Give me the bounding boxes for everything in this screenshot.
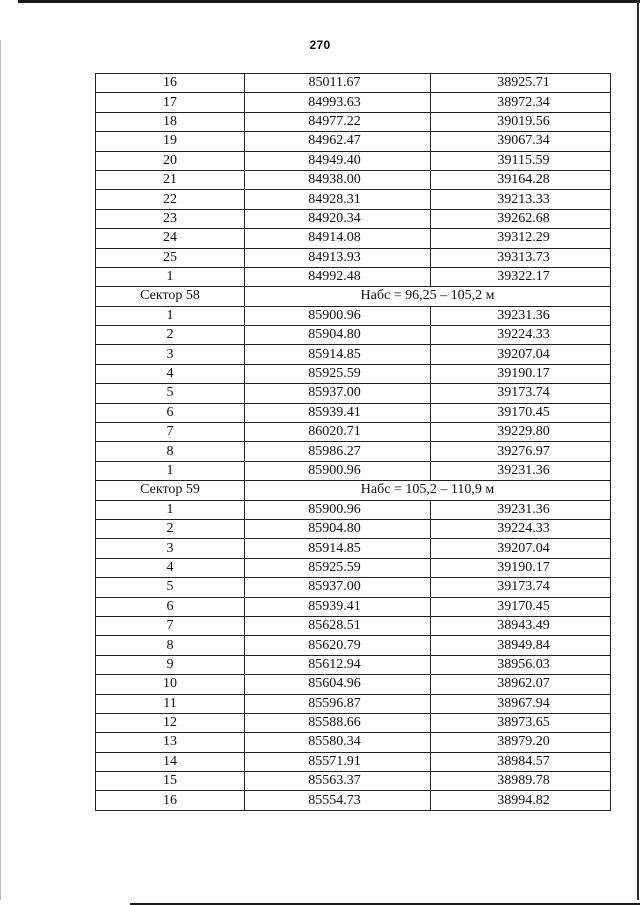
x-coordinate-cell: 85914.85 [245, 345, 431, 364]
point-number-cell: 24 [96, 229, 245, 248]
y-coordinate-cell: 39312.29 [431, 229, 611, 248]
point-number-cell: 16 [96, 74, 245, 93]
y-coordinate-cell: 39173.74 [431, 384, 611, 403]
x-coordinate-cell: 85011.67 [245, 74, 431, 93]
y-coordinate-cell: 38943.49 [431, 616, 611, 635]
table-row [96, 326, 611, 345]
point-number-cell: 19 [96, 132, 245, 151]
y-coordinate-cell: 38967.94 [431, 694, 611, 713]
x-coordinate-cell: 84962.47 [245, 132, 431, 151]
x-coordinate-cell: 85596.87 [245, 694, 431, 713]
y-coordinate-cell: 39190.17 [431, 558, 611, 577]
table-row [96, 655, 611, 674]
point-number-cell: 23 [96, 209, 245, 228]
scan-border-left [0, 40, 1, 900]
y-coordinate-cell: 39207.04 [431, 345, 611, 364]
y-coordinate-cell: 39173.74 [431, 578, 611, 597]
x-coordinate-cell: 85580.34 [245, 733, 431, 752]
table-row [96, 578, 611, 597]
x-coordinate-cell: 85937.00 [245, 384, 431, 403]
x-coordinate-cell: 84938.00 [245, 170, 431, 189]
table-row [96, 791, 611, 810]
y-coordinate-cell: 39231.36 [431, 461, 611, 480]
table-row [96, 752, 611, 771]
y-coordinate-cell: 39276.97 [431, 442, 611, 461]
x-coordinate-cell: 85914.85 [245, 539, 431, 558]
point-number-cell: 21 [96, 170, 245, 189]
point-number-cell: 8 [96, 636, 245, 655]
point-number-cell: 9 [96, 655, 245, 674]
point-number-cell: 17 [96, 93, 245, 112]
table-row [96, 306, 611, 325]
point-number-cell: 11 [96, 694, 245, 713]
table-row [96, 539, 611, 558]
point-number-cell: 14 [96, 752, 245, 771]
table-row [96, 597, 611, 616]
point-number-cell: 7 [96, 423, 245, 442]
y-coordinate-cell: 39322.17 [431, 267, 611, 286]
table-row [96, 500, 611, 519]
page-number: 270 [309, 38, 331, 52]
table-row [96, 190, 611, 209]
table-row [96, 229, 611, 248]
y-coordinate-cell: 39231.36 [431, 500, 611, 519]
table-row [96, 694, 611, 713]
y-coordinate-cell: 39019.56 [431, 112, 611, 131]
sector-header-row [96, 287, 611, 306]
sector-height-range: Набс = 105,2 – 110,9 м [245, 481, 611, 500]
table-row [96, 403, 611, 422]
sector-height-range: Набс = 96,25 – 105,2 м [245, 287, 611, 306]
point-number-cell: 1 [96, 500, 245, 519]
x-coordinate-cell: 85986.27 [245, 442, 431, 461]
table-row [96, 636, 611, 655]
y-coordinate-cell: 39313.73 [431, 248, 611, 267]
x-coordinate-cell: 85900.96 [245, 500, 431, 519]
table-row [96, 112, 611, 131]
x-coordinate-cell: 85604.96 [245, 675, 431, 694]
x-coordinate-cell: 85925.59 [245, 364, 431, 383]
scan-border-right [637, 0, 639, 900]
table-row [96, 772, 611, 791]
x-coordinate-cell: 85939.41 [245, 597, 431, 616]
point-number-cell: 8 [96, 442, 245, 461]
point-number-cell: 2 [96, 326, 245, 345]
y-coordinate-cell: 39115.59 [431, 151, 611, 170]
point-number-cell: 1 [96, 306, 245, 325]
y-coordinate-cell: 38962.07 [431, 675, 611, 694]
y-coordinate-cell: 38956.03 [431, 655, 611, 674]
scan-border-top [18, 0, 640, 3]
coordinates-table-body [96, 74, 611, 811]
table-row [96, 519, 611, 538]
x-coordinate-cell: 85628.51 [245, 616, 431, 635]
y-coordinate-cell: 39229.80 [431, 423, 611, 442]
point-number-cell: 13 [96, 733, 245, 752]
y-coordinate-cell: 38925.71 [431, 74, 611, 93]
x-coordinate-cell: 85900.96 [245, 306, 431, 325]
table-row [96, 170, 611, 189]
table-row [96, 345, 611, 364]
table-row [96, 713, 611, 732]
point-number-cell: 15 [96, 772, 245, 791]
table-row [96, 364, 611, 383]
y-coordinate-cell: 39170.45 [431, 597, 611, 616]
point-number-cell: 6 [96, 403, 245, 422]
table-row [96, 442, 611, 461]
point-number-cell: 1 [96, 461, 245, 480]
point-number-cell: 16 [96, 791, 245, 810]
y-coordinate-cell: 39224.33 [431, 326, 611, 345]
point-number-cell: 5 [96, 384, 245, 403]
y-coordinate-cell: 39231.36 [431, 306, 611, 325]
point-number-cell: 6 [96, 597, 245, 616]
x-coordinate-cell: 84914.08 [245, 229, 431, 248]
x-coordinate-cell: 84913.93 [245, 248, 431, 267]
y-coordinate-cell: 39067.34 [431, 132, 611, 151]
point-number-cell: 3 [96, 539, 245, 558]
x-coordinate-cell: 85904.80 [245, 326, 431, 345]
y-coordinate-cell: 39224.33 [431, 519, 611, 538]
table-row [96, 558, 611, 577]
x-coordinate-cell: 85588.66 [245, 713, 431, 732]
x-coordinate-cell: 84949.40 [245, 151, 431, 170]
sector-header-row [96, 481, 611, 500]
y-coordinate-cell: 38972.34 [431, 93, 611, 112]
x-coordinate-cell: 85939.41 [245, 403, 431, 422]
y-coordinate-cell: 39170.45 [431, 403, 611, 422]
table-row [96, 132, 611, 151]
x-coordinate-cell: 85554.73 [245, 791, 431, 810]
point-number-cell: 4 [96, 558, 245, 577]
table-row [96, 267, 611, 286]
point-number-cell: 18 [96, 112, 245, 131]
table-row [96, 423, 611, 442]
y-coordinate-cell: 39213.33 [431, 190, 611, 209]
y-coordinate-cell: 38984.57 [431, 752, 611, 771]
sector-label: Сектор 59 [96, 481, 245, 500]
table-row [96, 461, 611, 480]
y-coordinate-cell: 38994.82 [431, 791, 611, 810]
x-coordinate-cell: 84992.48 [245, 267, 431, 286]
x-coordinate-cell: 84928.31 [245, 190, 431, 209]
coordinates-table [95, 73, 611, 811]
x-coordinate-cell: 86020.71 [245, 423, 431, 442]
point-number-cell: 4 [96, 364, 245, 383]
table-row [96, 384, 611, 403]
x-coordinate-cell: 85563.37 [245, 772, 431, 791]
x-coordinate-cell: 84920.34 [245, 209, 431, 228]
table-row [96, 616, 611, 635]
sector-label: Сектор 58 [96, 287, 245, 306]
table-row [96, 209, 611, 228]
y-coordinate-cell: 39207.04 [431, 539, 611, 558]
x-coordinate-cell: 85612.94 [245, 655, 431, 674]
y-coordinate-cell: 38973.65 [431, 713, 611, 732]
table-row [96, 733, 611, 752]
point-number-cell: 20 [96, 151, 245, 170]
table-row [96, 93, 611, 112]
x-coordinate-cell: 85937.00 [245, 578, 431, 597]
y-coordinate-cell: 39164.28 [431, 170, 611, 189]
y-coordinate-cell: 38979.20 [431, 733, 611, 752]
y-coordinate-cell: 38949.84 [431, 636, 611, 655]
table-row [96, 675, 611, 694]
x-coordinate-cell: 84993.63 [245, 93, 431, 112]
point-number-cell: 25 [96, 248, 245, 267]
y-coordinate-cell: 39190.17 [431, 364, 611, 383]
point-number-cell: 5 [96, 578, 245, 597]
x-coordinate-cell: 85620.79 [245, 636, 431, 655]
table-row [96, 74, 611, 93]
x-coordinate-cell: 85904.80 [245, 519, 431, 538]
point-number-cell: 1 [96, 267, 245, 286]
x-coordinate-cell: 85900.96 [245, 461, 431, 480]
table-row [96, 248, 611, 267]
point-number-cell: 12 [96, 713, 245, 732]
y-coordinate-cell: 38989.78 [431, 772, 611, 791]
point-number-cell: 2 [96, 519, 245, 538]
point-number-cell: 7 [96, 616, 245, 635]
point-number-cell: 10 [96, 675, 245, 694]
y-coordinate-cell: 39262.68 [431, 209, 611, 228]
table-row [96, 151, 611, 170]
x-coordinate-cell: 85925.59 [245, 558, 431, 577]
x-coordinate-cell: 85571.91 [245, 752, 431, 771]
point-number-cell: 22 [96, 190, 245, 209]
point-number-cell: 3 [96, 345, 245, 364]
x-coordinate-cell: 84977.22 [245, 112, 431, 131]
